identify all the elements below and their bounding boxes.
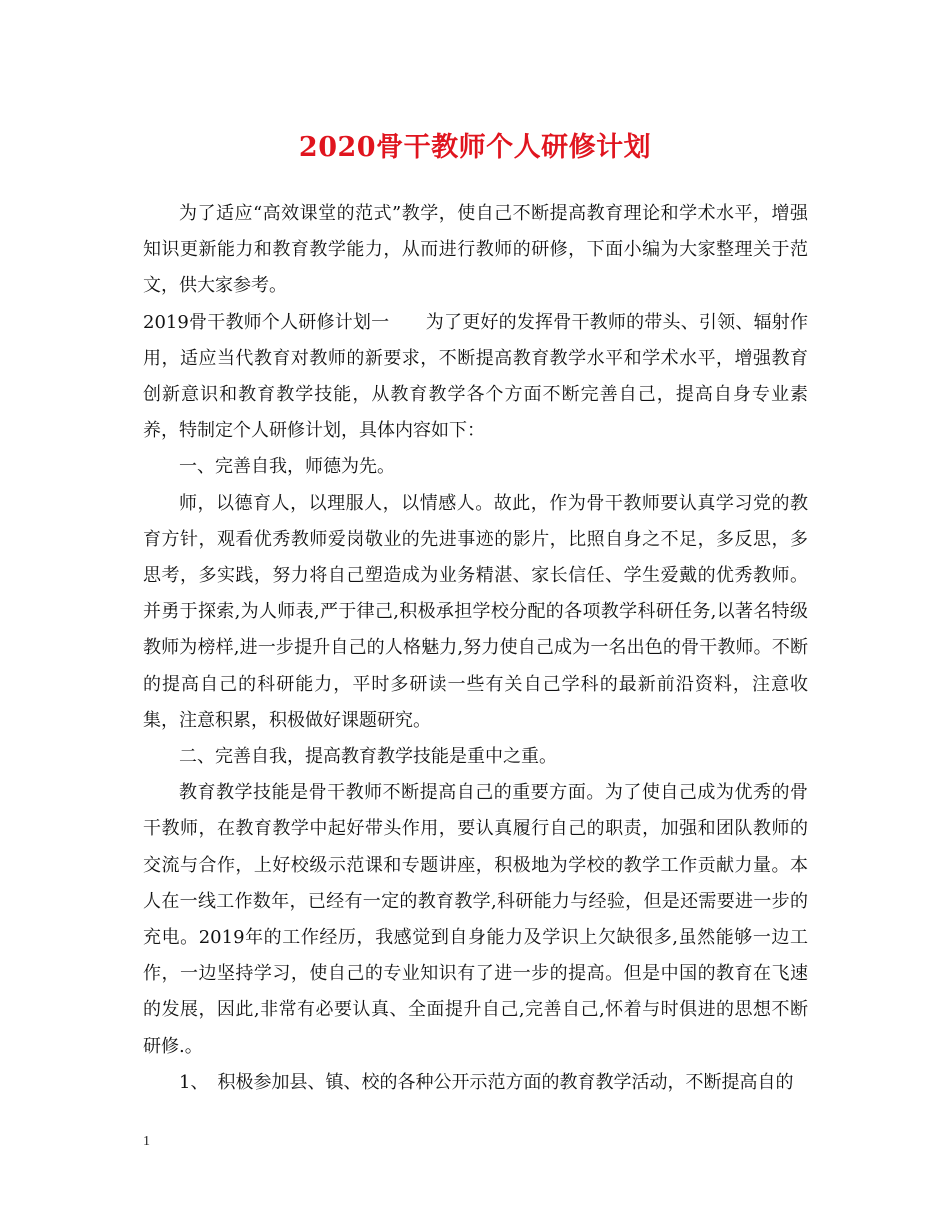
paragraph-skills: 教育教学技能是骨干教师不断提高自己的重要方面。为了使自己成为优秀的骨干教师，在教育教学中起好带头作用，要认真履行自己的职责，加强和团队教师的交流与合作，上好校级示范课和专题讲座，积极地为学校的教学工作贡献力量。本人在一线工作数年，已经有一定的教育教学,科研能力与经验，但是还需要进一步的充电。2019年的工作经历，我感觉到自身能力及学识上欠缺很多,虽然能够一边工作，一边坚持学习，使自己的专业知识有了进一步的提高。但是中国的教育在飞速的发展，因此,非常有必要认真、全面提升自己,完善自己,怀着与时俱进的思想不断研修.。	[143, 782, 808, 1057]
paragraph-intro: 为了适应“高效课堂的范式”教学，使自己不断提高教育理论和学术水平，增强知识更新能力和教育教学能力，从而进行教师的研修，下面小编为大家整理关于范文，供大家参考。	[143, 203, 808, 297]
section-heading-1: 一、完善自我，师德为先。	[179, 456, 395, 478]
document-body	[143, 196, 808, 1101]
section-heading-2: 二、完善自我，提高教育教学技能是重中之重。	[179, 746, 557, 768]
document-title: 2020骨干教师个人研修计划	[298, 132, 652, 163]
page-number: 1	[143, 1134, 150, 1149]
paragraph-plan-heading: 2019骨干教师个人研修计划一 为了更好的发挥骨干教师的带头、引领、辐射作用，适应当代教育对教师的新要求，不断提高教育教学水平和学术水平，增强教育创新意识和教育教学技能，从教育教学各个方面不断完善自己，提高自身专业素养，特制定个人研修计划，具体内容如下：	[143, 311, 808, 442]
list-item-1: 1、 积极参加县、镇、校的各种公开示范方面的教育教学活动，不断提高自的	[179, 1071, 794, 1093]
paragraph-ethics: 师，以德育人，以理服人，以情感人。故此，作为骨干教师要认真学习党的教育方针，观看优秀教师爱岗敬业的先进事迹的影片，比照自身之不足，多反思，多思考，多实践，努力将自己塑造成为业务精湛、家长信任、学生爱戴的优秀教师。并勇于探索,为人师表,严于律己,积极承担学校分配的各项教学科研任务,以著名特级教师为榜样,进一步提升自己的人格魅力,努力使自己成为一名出色的骨干教师。不断的提高自己的科研能力，平时多研读一些有关自己学科的最新前沿资料，注意收集，注意积累，积极做好课题研究。	[143, 492, 808, 731]
